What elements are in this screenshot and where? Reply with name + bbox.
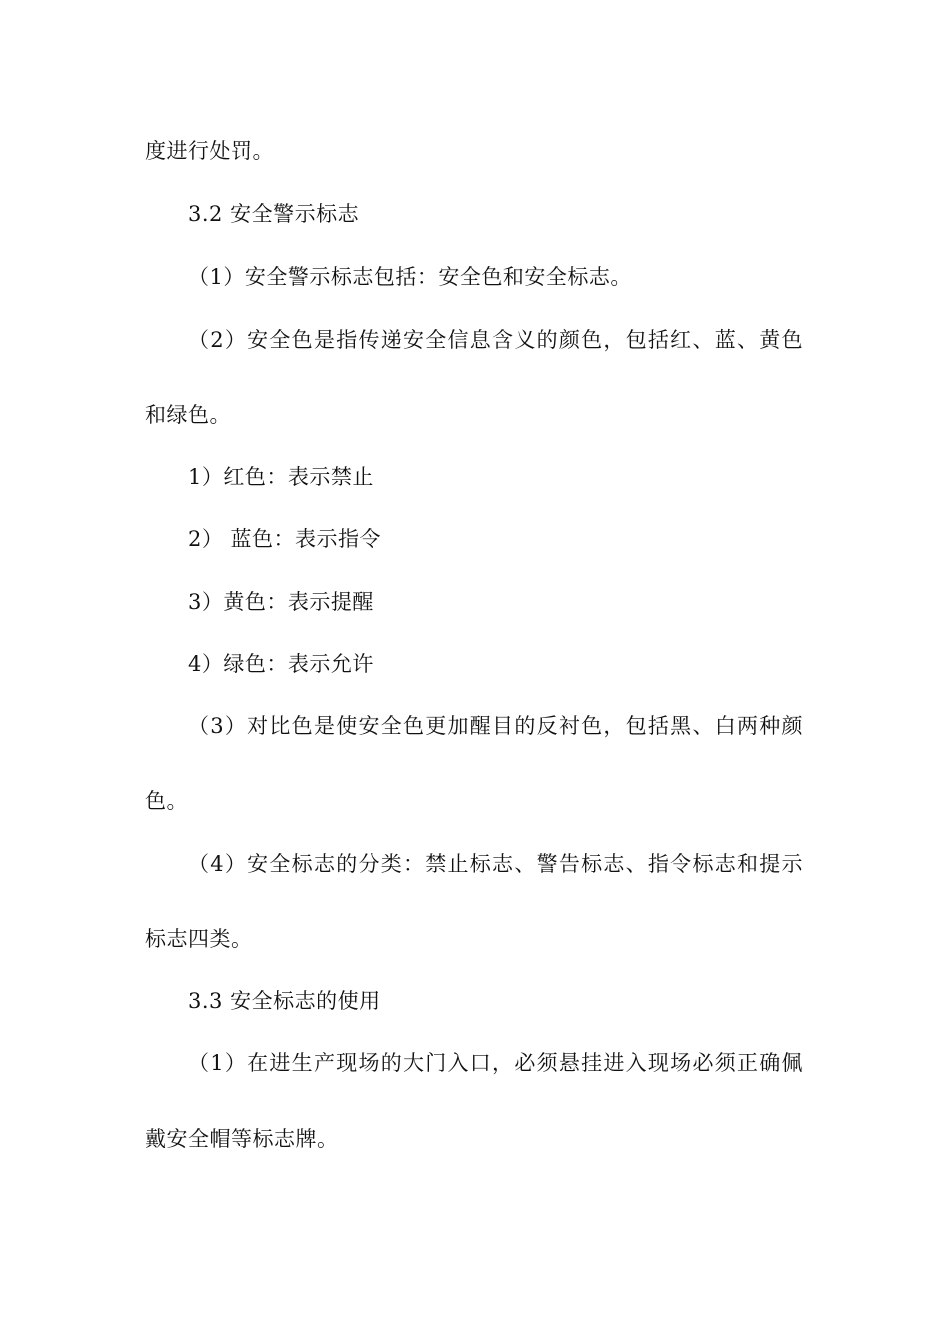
list-item-3: （3）对比色是使安全色更加醒目的反衬色，包括黑、白两种颜 xyxy=(188,714,803,738)
color-item-yellow: 3）黄色：表示提醒 xyxy=(188,590,374,614)
color-item-blue: 2） 蓝色：表示指令 xyxy=(188,527,382,551)
list-item-4-continuation: 标志四类。 xyxy=(145,927,253,951)
list-item-3-continuation: 色。 xyxy=(145,789,188,813)
paragraph-continuation: 度进行处罚。 xyxy=(145,139,274,163)
color-item-red: 1）红色：表示禁止 xyxy=(188,465,374,489)
list-item-4: （4）安全标志的分类：禁止标志、警告标志、指令标志和提示 xyxy=(188,852,803,876)
list-item-1: （1）安全警示标志包括：安全色和安全标志。 xyxy=(188,265,632,289)
list-item-2-continuation: 和绿色。 xyxy=(145,403,231,427)
section-heading-3-3: 3.3 安全标志的使用 xyxy=(188,989,381,1013)
list-item-2: （2）安全色是指传递安全信息含义的颜色，包括红、蓝、黄色 xyxy=(188,328,803,352)
color-item-green: 4）绿色：表示允许 xyxy=(188,652,374,676)
usage-item-1: （1）在进生产现场的大门入口，必须悬挂进入现场必须正确佩 xyxy=(188,1051,803,1075)
section-heading-3-2: 3.2 安全警示标志 xyxy=(188,202,360,226)
usage-item-1-continuation: 戴安全帽等标志牌。 xyxy=(145,1127,339,1151)
